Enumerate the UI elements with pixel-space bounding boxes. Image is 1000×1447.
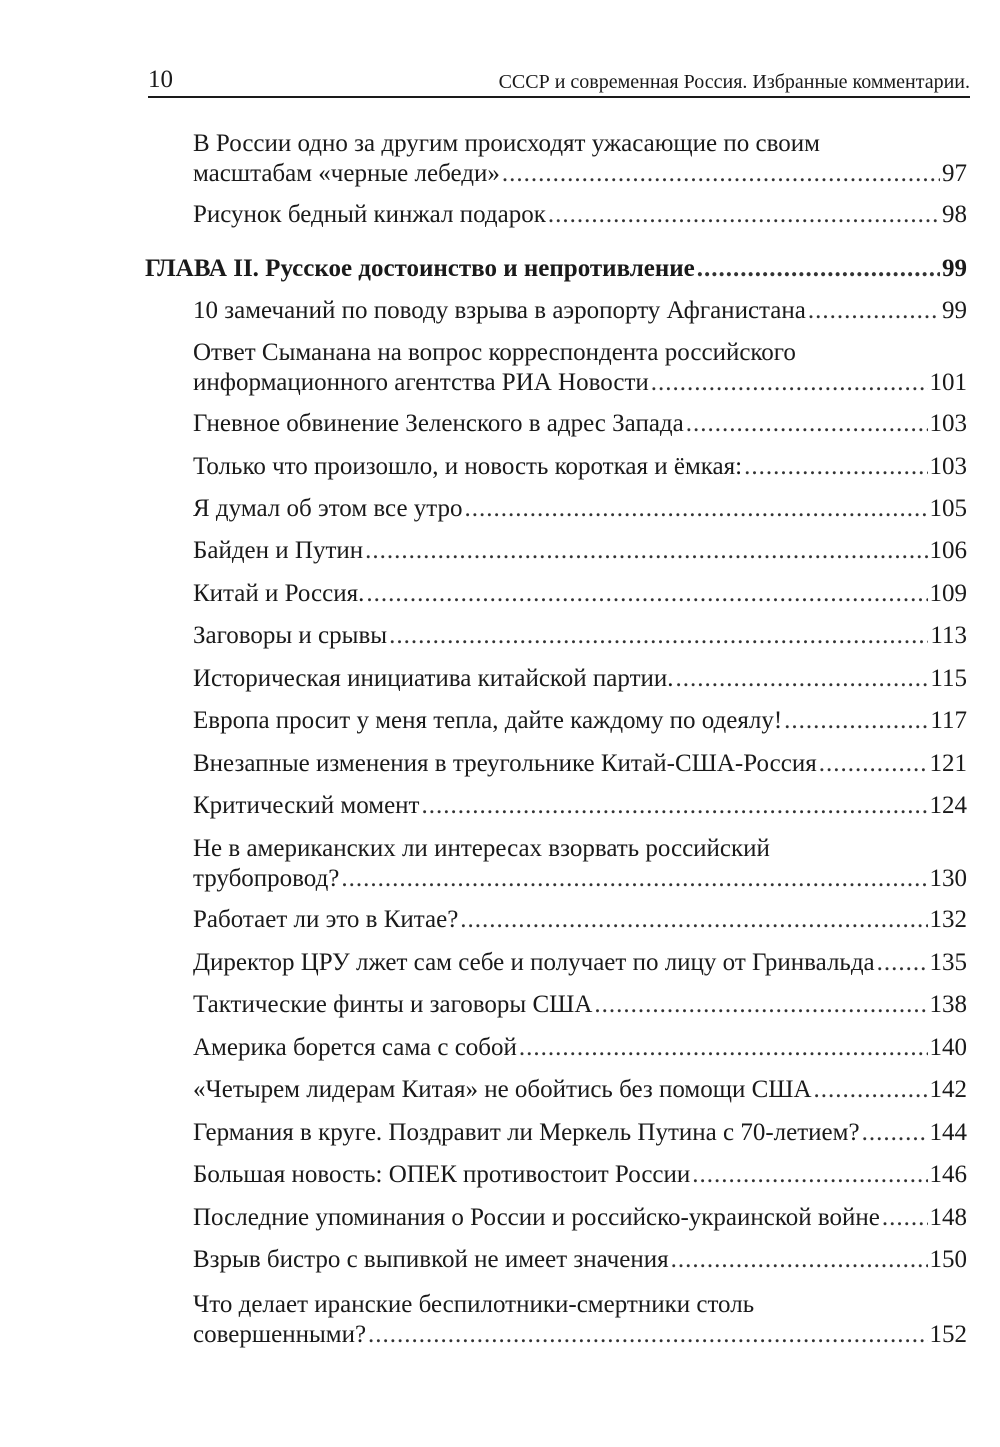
toc-entry-page: 152 [929,1321,967,1348]
toc-entry-title: Тактические финты и заговоры США [193,991,593,1018]
toc-entry-page: 148 [929,1204,967,1231]
leader-dots [421,791,927,821]
leader-dots [671,1245,928,1275]
toc-entry-page: 101 [929,369,967,396]
toc-entry[interactable] [193,536,967,566]
toc-entry-page: 106 [929,537,967,564]
toc-entry-title-line1: Что делает иранские беспилотники-смертники столь [193,1291,755,1318]
toc-entry[interactable] [193,200,967,230]
toc-entry-page: 142 [929,1076,967,1103]
toc-entry[interactable] [193,1075,967,1105]
toc-entry-page: 105 [929,495,967,522]
toc-entry[interactable] [193,1033,967,1063]
toc-entry-title: Взрыв бистро с выпивкой не имеет значения [193,1246,669,1273]
leader-dots [808,296,940,326]
leader-dots [365,536,927,566]
toc-entry-page: 109 [929,580,967,607]
toc-entry[interactable] [193,494,967,524]
toc-entry-title: 10 замечаний по поводу взрыва в аэропорту Афганистана [193,297,806,324]
toc-entry[interactable] [193,579,967,609]
toc-entry[interactable] [193,1290,967,1350]
toc-entry-page: 117 [930,707,967,734]
leader-dots [744,452,927,482]
toc-entry[interactable] [193,664,967,694]
toc-entry-page: 146 [929,1161,967,1188]
toc-entry-title: Европа просит у меня тепла, дайте каждому по одеялу! [193,707,783,734]
toc-entry-page: 97 [942,160,967,187]
toc-entry-page: 144 [929,1119,967,1146]
toc-entry-page: 130 [929,865,967,892]
toc-entry-page: 124 [929,792,967,819]
toc-entry-title: Рисунок бедный кинжал подарок [193,201,546,228]
leader-dots [686,409,928,439]
toc-entry[interactable] [193,452,967,482]
leader-dots [882,1203,928,1233]
toc-entry-page: 150 [929,1246,967,1273]
toc-entry-page: 115 [930,665,967,692]
toc-entry-title: информационного агентства РИА Новости [193,369,649,396]
running-title: СССР и современная Россия. Избранные комментарии. [498,71,970,93]
toc-entry[interactable] [193,1203,967,1233]
toc-entry-title: Гневное обвинение Зеленского в адрес Запада [193,410,684,437]
leader-dots [697,254,940,284]
toc-entry-title: Китай и Россия. [193,580,365,607]
toc-entry[interactable] [193,621,967,651]
toc-entry-title: трубопровод? [193,865,340,892]
toc-entry-page: 138 [929,991,967,1018]
leader-dots [862,1118,928,1148]
toc-entry-title: «Четырем лидерам Китая» не обойтись без помощи США [193,1076,812,1103]
toc-entry[interactable] [193,129,967,189]
toc-entry-page: 103 [929,453,967,480]
leader-dots [389,621,928,651]
toc-entry[interactable] [193,990,967,1020]
leader-dots [460,905,927,935]
toc-entry[interactable] [193,1160,967,1190]
leader-dots [368,1320,927,1350]
toc-entry-page: 113 [930,622,967,649]
toc-entry-page: 121 [929,750,967,777]
toc-entry-title: Заговоры и срывы [193,622,388,649]
toc-entry[interactable] [193,749,967,779]
toc-entry[interactable] [193,338,967,398]
toc-entry-title: Историческая инициатива китайской партии. [193,665,674,692]
toc-chapter-heading[interactable] [145,254,967,284]
toc-entry-page: 103 [929,410,967,437]
leader-dots [519,1033,928,1063]
leader-dots [548,200,940,230]
toc-entry-title-line1: Не в американских ли интересах взорвать российский [193,835,770,862]
toc-entry-title: Германия в круге. Поздравит ли Меркель Путина с 70-летием? [193,1119,860,1146]
chapter-page: 99 [942,255,967,282]
toc-entry-title: Работает ли это в Китае? [193,906,459,933]
toc-entry-title: Директор ЦРУ лжет сам себе и получает по лицу от Гринвальда [193,949,875,976]
running-header [148,62,970,98]
toc-entry[interactable] [193,791,967,821]
leader-dots [465,494,928,524]
leader-dots [676,664,929,694]
toc-entry-title: масштабам «черные лебеди» [193,160,500,187]
leader-dots [651,368,928,398]
toc-entry-title: Критический момент [193,792,420,819]
toc-entry-page: 135 [929,949,967,976]
leader-dots [784,706,928,736]
leader-dots [692,1160,927,1190]
toc-entry[interactable] [193,1245,967,1275]
leader-dots [594,990,927,1020]
toc-entry-title: Я думал об этом все утро [193,495,463,522]
toc-entry[interactable] [193,948,967,978]
toc-entry[interactable] [193,905,967,935]
leader-dots [366,579,927,609]
chapter-title: ГЛАВА II. Русское достоинство и непротивление [145,255,695,282]
leader-dots [502,159,940,189]
toc-entry-title: Только что произошло, и новость короткая и ёмкая: [193,453,743,480]
toc-entry-page: 99 [942,297,967,324]
toc-entry-page: 140 [929,1034,967,1061]
toc-entry-title-line1: Ответ Сыманана на вопрос корреспондента российского [193,339,796,366]
toc-entry-title: Внезапные изменения в треугольнике Китай-США-Россия [193,750,817,777]
page-number: 10 [148,66,173,93]
leader-dots [814,1075,928,1105]
toc-entry[interactable] [193,409,967,439]
toc-entry[interactable] [193,296,967,326]
toc-entry-title: Последние упоминания о России и российско-украинской войне [193,1204,880,1231]
toc-entry-page: 132 [929,906,967,933]
toc-entry-title: совершенными? [193,1321,367,1348]
toc-entry-title: Большая новость: ОПЕК противостоит России [193,1161,691,1188]
toc-entry[interactable] [193,834,967,894]
toc-entry[interactable] [193,1118,967,1148]
toc-entry-title: Байден и Путин [193,537,364,564]
toc-entry[interactable] [193,706,967,736]
toc-entry-title-line1: В России одно за другим происходят ужасающие по своим [193,130,820,157]
toc-entry-title: Америка борется сама с собой [193,1034,517,1061]
leader-dots [877,948,928,978]
leader-dots [819,749,928,779]
toc-entry-page: 98 [942,201,967,228]
leader-dots [341,864,927,894]
